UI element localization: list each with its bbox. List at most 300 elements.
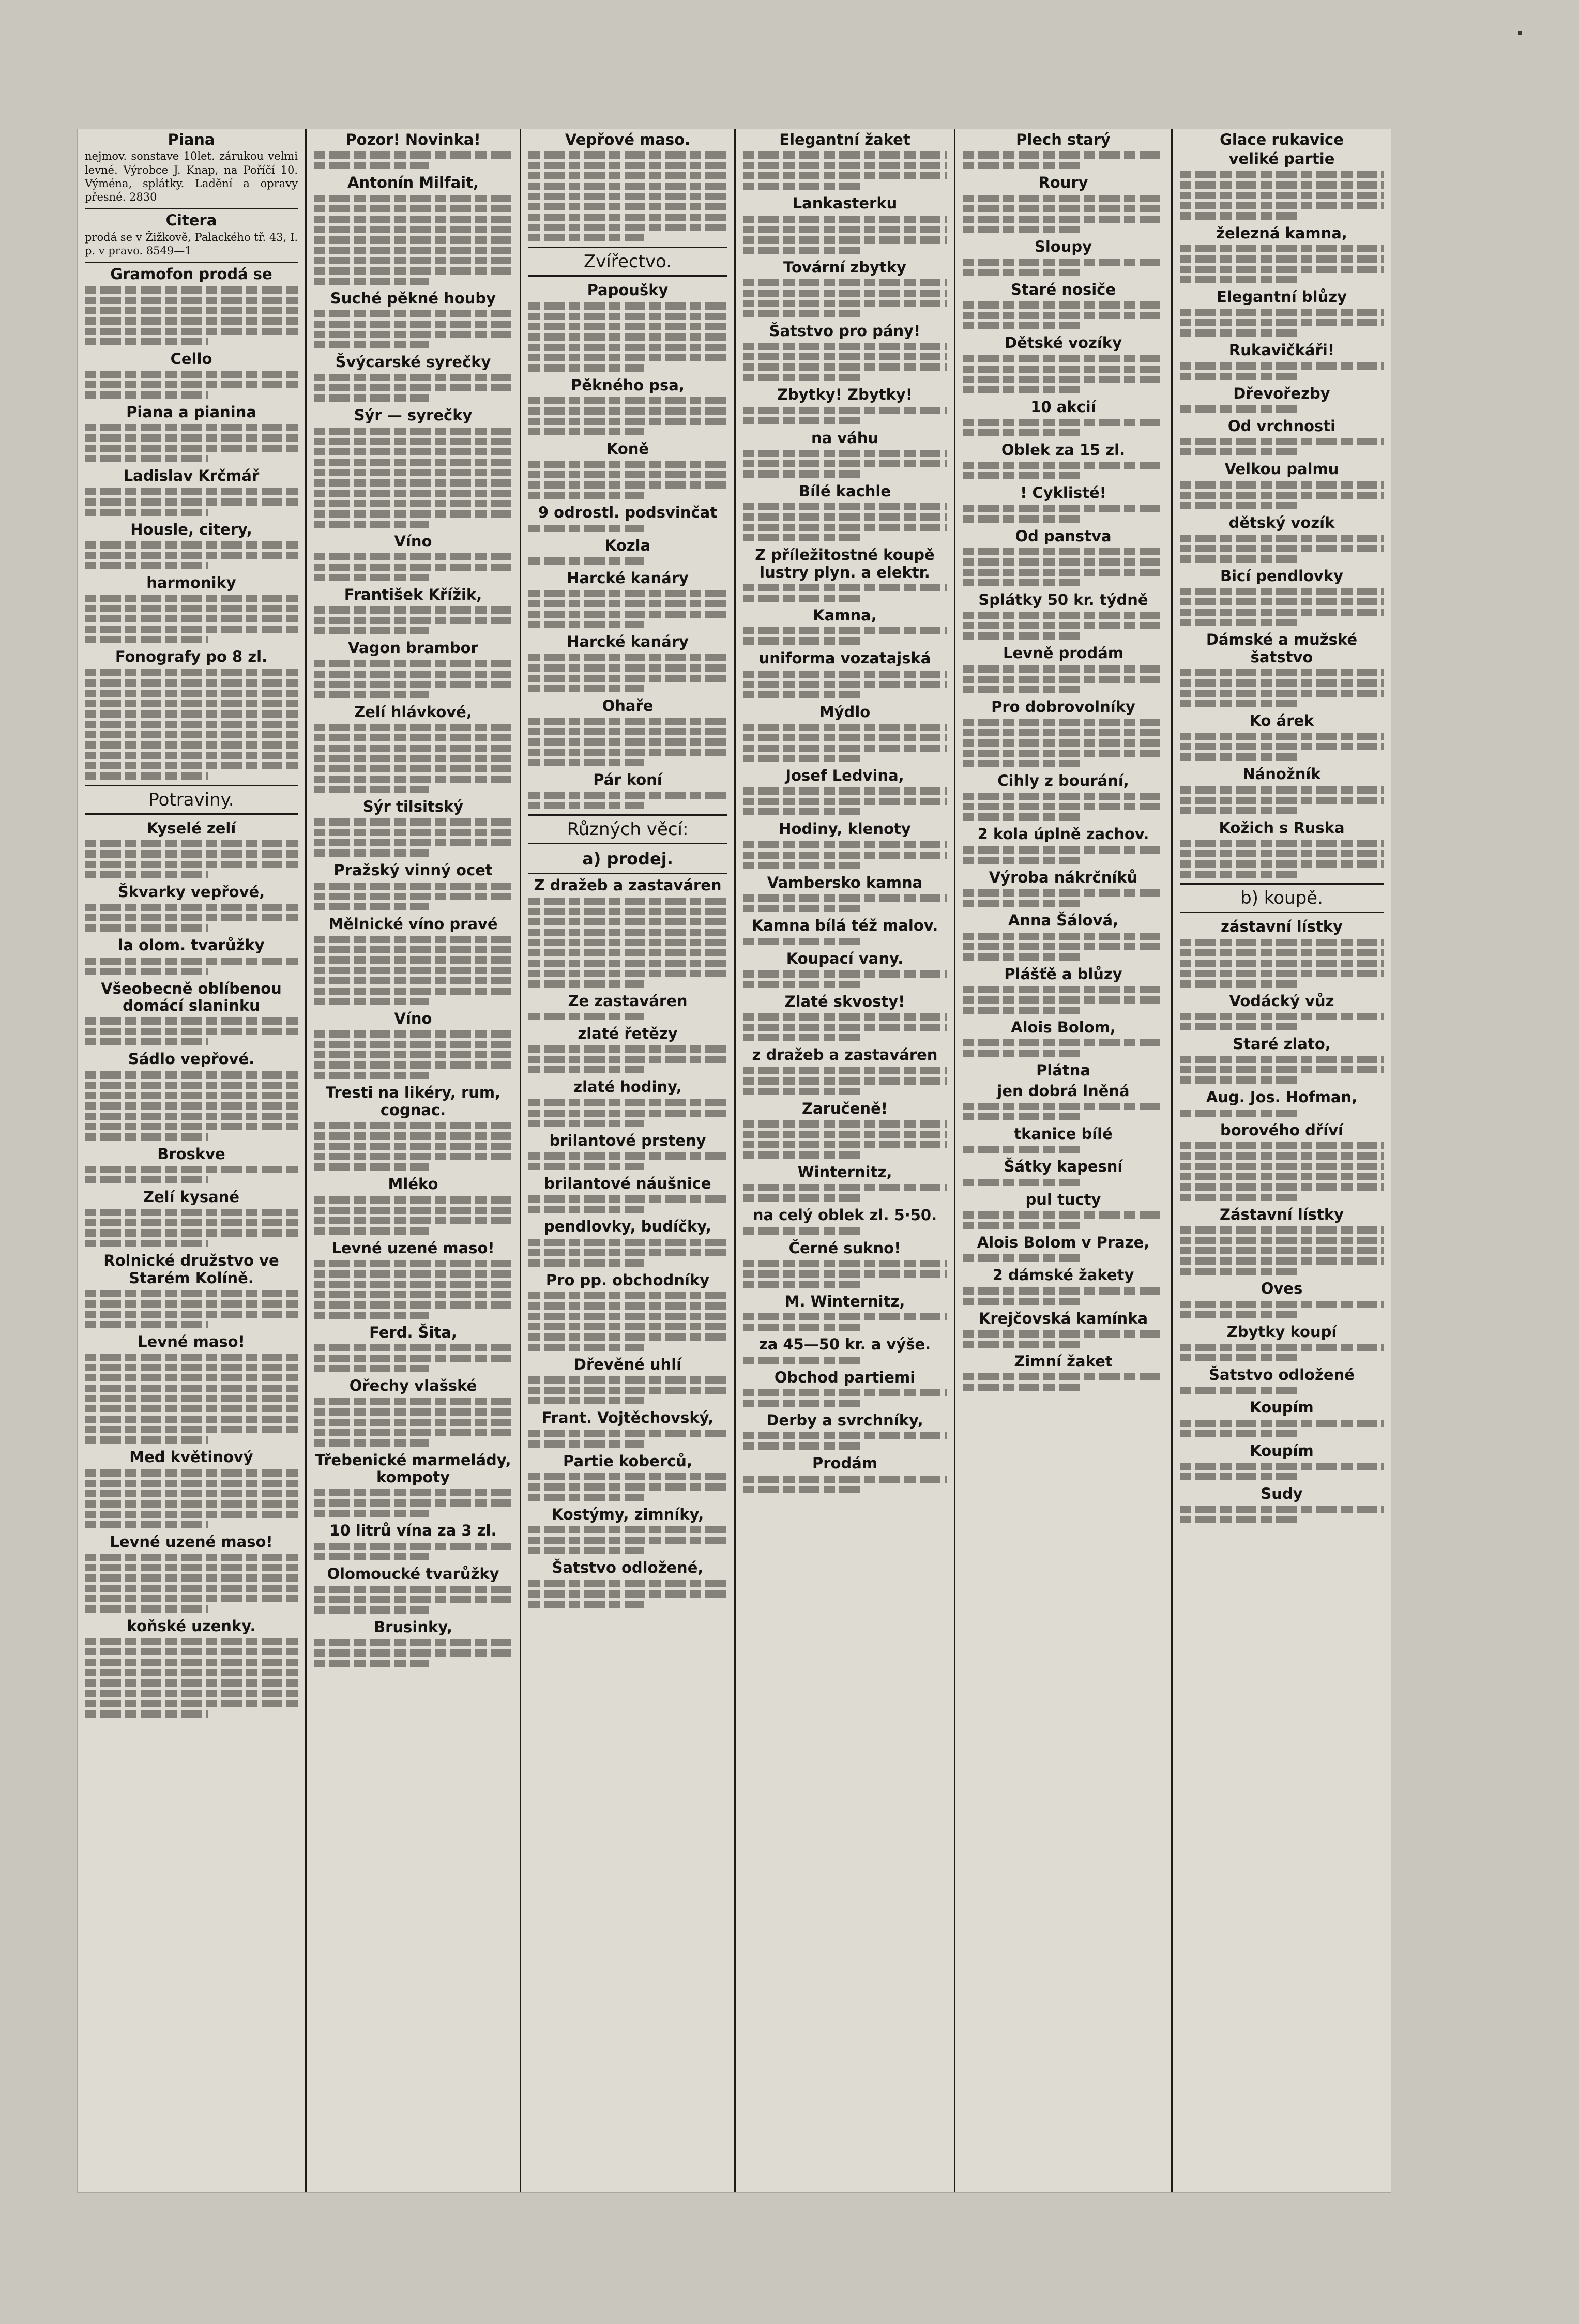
ad [743, 1369, 947, 1407]
ad [1180, 819, 1384, 878]
ad-heading: Kyselé zelí [146, 819, 236, 837]
divider [85, 208, 298, 209]
ad-text-block [743, 938, 947, 945]
ad [85, 648, 298, 779]
ad-text-block [1180, 535, 1384, 563]
ad-heading: Kozla [604, 536, 651, 554]
ad [1180, 712, 1384, 761]
ad-heading: Zbytky! Zbytky! [777, 386, 913, 404]
ad [1180, 631, 1384, 707]
ad [963, 1019, 1164, 1057]
ad [314, 1619, 512, 1667]
ad-text-block [963, 719, 1164, 767]
ad-heading: Dětské vozíky [1005, 334, 1122, 352]
ad-text-block [314, 553, 512, 581]
ad-heading: Staré zlato, [1233, 1035, 1331, 1053]
ad [1180, 342, 1384, 379]
ad [314, 1084, 512, 1171]
ad [1180, 461, 1384, 509]
ad-heading: pul tucty [1025, 1190, 1101, 1208]
ad-text-block [1180, 1506, 1384, 1523]
ad [85, 1618, 298, 1718]
ad-heading: Levně prodám [1003, 644, 1123, 662]
ad [963, 238, 1164, 276]
ad-text-block [963, 259, 1164, 276]
ad [963, 698, 1164, 767]
ad-text-block [743, 841, 947, 869]
ad-text-block [314, 1196, 512, 1235]
ad-text-block [743, 1313, 947, 1331]
ad-text-block [1180, 1420, 1384, 1437]
ad-text-block [85, 1209, 298, 1247]
ad [1180, 568, 1384, 626]
ad-heading: Alois Bolom v Praze, [977, 1233, 1150, 1251]
ad-text-block [743, 1120, 947, 1159]
ad-text-block [85, 488, 298, 516]
ad-heading: Sloupy [1034, 237, 1092, 255]
ad-text-block [314, 151, 512, 169]
ad-text-block [528, 1430, 727, 1448]
ad-text-block [1180, 245, 1384, 283]
ad-heading: Zástavní lístky [1219, 1205, 1344, 1223]
ad-text-block [963, 933, 1164, 961]
ad [963, 1126, 1164, 1153]
ad [1180, 1089, 1384, 1116]
ad-text-block [963, 419, 1164, 436]
ad [528, 1175, 727, 1213]
ad [963, 335, 1164, 393]
ad-text-block [528, 792, 727, 809]
ad-heading: la olom. tvarůžky [118, 936, 265, 954]
ad-heading: Plech starý [1016, 131, 1111, 148]
ad-text-block [963, 355, 1164, 393]
ad-text-block [743, 787, 947, 815]
ad-heading: Plátna [1036, 1061, 1090, 1080]
ad-heading: Broskve [157, 1145, 225, 1163]
ad [743, 259, 947, 317]
ad-text-block [743, 450, 947, 478]
ad-heading: Z příležitostné koupě lustry plyn. a elektr. [755, 546, 935, 581]
ad-text-block [314, 1586, 512, 1614]
ad-heading: Pražský vinný ocet [333, 861, 493, 879]
ad-text-block [1180, 481, 1384, 509]
ad [314, 407, 512, 527]
ad [528, 1272, 727, 1351]
ad-text-block [314, 883, 512, 910]
ad [528, 441, 727, 499]
ad-text: prodá se v Žižkově, Palackého tř. 43, I. p. v pravo. 8549—1 [85, 231, 298, 257]
ad-heading: Kamna bílá též malov. [751, 917, 938, 935]
ad-heading: Levné uzené maso! [331, 1239, 495, 1257]
ad-heading: Pozor! Novinka! [345, 131, 481, 148]
ad-heading: Partie koberců, [563, 1452, 692, 1470]
ad-text-block [314, 936, 512, 1005]
ad-heading: Piana [168, 131, 215, 148]
ad [963, 1234, 1164, 1262]
ad [963, 1267, 1164, 1304]
ad [528, 877, 727, 987]
ad-text-block [528, 1376, 727, 1404]
ad [85, 212, 298, 257]
ad-text-block [1180, 1463, 1384, 1480]
ad-text-block [1180, 669, 1384, 707]
ad-text-block [1180, 733, 1384, 761]
ad [1180, 1485, 1384, 1523]
ad [743, 323, 947, 381]
column-1 [78, 129, 305, 2192]
ad-text-block [85, 1638, 298, 1718]
ad-heading: Všeobecně oblíbenou domácí slaninku [101, 979, 282, 1014]
ad-heading: Mléko [388, 1175, 438, 1193]
ad-text-block [528, 525, 727, 532]
ad [85, 521, 298, 569]
section-heading: b) koupě. [1180, 883, 1384, 913]
ad-heading: na váhu [811, 429, 879, 447]
ad [743, 131, 947, 190]
ad [1180, 1280, 1384, 1318]
ad [314, 1176, 512, 1234]
ad-text-block [528, 151, 727, 241]
ad [1180, 1122, 1384, 1201]
ad-heading: Třebenické marmelády, kompoty [315, 1451, 511, 1486]
ad-text-block [314, 1030, 512, 1079]
ad-heading: Dámské a mužské šatstvo [1206, 631, 1358, 666]
ad [963, 869, 1164, 907]
ad-heading: Vagon brambor [348, 639, 478, 657]
ad-text-block [1180, 1344, 1384, 1361]
ad-text-block [85, 1166, 298, 1183]
ad [1180, 766, 1384, 814]
ad-heading: zlaté hodiny, [573, 1078, 682, 1096]
ad [85, 351, 298, 399]
ad [314, 1240, 512, 1319]
ad [1180, 1366, 1384, 1394]
ad-text-block [528, 557, 727, 565]
ad-heading: Sýr tilsitský [362, 798, 464, 816]
ad-heading: Sýr — syrečky [354, 406, 473, 424]
ad-heading: ! Cyklisté! [1020, 484, 1106, 502]
ad [963, 1310, 1164, 1348]
ad-text-block [528, 1580, 727, 1608]
ad-heading: Pár koní [593, 771, 662, 789]
ad-text-block [1180, 1387, 1384, 1394]
ad-heading: Housle, citery, [130, 520, 252, 538]
ad [528, 131, 727, 241]
ad [314, 1452, 512, 1517]
ad-text-block [528, 1239, 727, 1267]
ad-heading: Z dražeb a zastaváren [534, 876, 722, 894]
ad-text-block [963, 548, 1164, 586]
ad-heading: Víno [394, 1010, 432, 1028]
ad-heading: Med květinový [129, 1448, 253, 1466]
ad-heading: Škvarky vepřové, [117, 883, 265, 901]
ad-text-block [528, 1526, 727, 1554]
ad-heading: M. Winternitz, [784, 1292, 905, 1310]
ad [528, 504, 727, 531]
ad-text-block [528, 1292, 727, 1351]
ad [963, 131, 1164, 169]
ad [528, 1559, 727, 1607]
ad-heading: Ko árek [1249, 712, 1314, 730]
ad-heading: na celý oblek zl. 5·50. [752, 1206, 937, 1224]
ad-text-block [85, 958, 298, 975]
ad-text-block [314, 374, 512, 402]
ad [85, 467, 298, 515]
ad-heading: Hodiny, klenoty [779, 820, 911, 838]
ad-text-block [743, 1389, 947, 1407]
ad-heading: Zelí hlávkové, [354, 703, 472, 721]
ad-text-block [743, 627, 947, 645]
ad-text-block [314, 1344, 512, 1372]
ad [85, 980, 298, 1046]
ad-text-block [743, 1067, 947, 1095]
ad-heading: železná kamna, [1216, 224, 1347, 242]
ad-text-block [1180, 840, 1384, 878]
ad [963, 966, 1164, 1014]
ad-text-block [314, 1639, 512, 1667]
ad [85, 266, 298, 345]
ad-text-block [963, 1146, 1164, 1153]
ad [963, 281, 1164, 329]
ad-text-block [1180, 405, 1384, 413]
ad-heading: Oves [1261, 1280, 1303, 1298]
ad [743, 993, 947, 1041]
ad [314, 640, 512, 698]
section-heading: Různých věcí: [528, 814, 727, 844]
ad-text-block [314, 724, 512, 793]
ad-text-block [314, 660, 512, 698]
ad-text-block [85, 669, 298, 780]
ad [743, 1046, 947, 1095]
column-3 [520, 129, 734, 2192]
ad-heading: 2 dámské žakety [992, 1266, 1134, 1284]
ad-text-block [85, 286, 298, 345]
ad-heading: Zaručeně! [802, 1099, 888, 1117]
ad-text-block [1180, 1142, 1384, 1201]
ad-text-block [1180, 1110, 1384, 1117]
ad-heading: zlaté řetězy [578, 1024, 678, 1042]
ad [743, 1412, 947, 1450]
ad-heading: Rukavičkáři! [1228, 341, 1335, 359]
ad-heading: Koupím [1250, 1441, 1314, 1460]
ad-text-block [743, 151, 947, 190]
ad [743, 386, 947, 424]
ad-heading: Winternitz, [797, 1163, 892, 1181]
ad-heading: Olomoucké tvarůžky [327, 1564, 499, 1583]
ad-heading: Koně [606, 440, 649, 458]
ad-text-block [314, 195, 512, 285]
ad [314, 1377, 512, 1446]
ad-heading: Piana a pianina [126, 403, 256, 421]
ad-heading: Ohaře [602, 696, 654, 715]
ad-text-block [85, 840, 298, 878]
ad-text-block [963, 612, 1164, 640]
ad [963, 399, 1164, 436]
ad [314, 862, 512, 910]
ad-heading: Od panstva [1015, 527, 1112, 545]
ad-heading: Cello [170, 350, 212, 368]
ad-text-block [963, 665, 1164, 693]
ad-heading: Bílé kachle [798, 482, 891, 500]
ad-text-block [963, 195, 1164, 233]
ad-text-block [528, 1099, 727, 1127]
ad-heading: tkanice bílé [1014, 1125, 1113, 1143]
ad-heading: Zelí kysané [143, 1188, 239, 1206]
divider [85, 262, 298, 263]
ad-heading: brilantové náušnice [544, 1174, 711, 1192]
ad [314, 354, 512, 402]
ad [85, 884, 298, 932]
ad-text-block [85, 1071, 298, 1141]
ad-text-block [1180, 171, 1384, 220]
ad-text: nejmov. sonstave 10let. zárukou velmi levné. Výrobce J. Knap, na Poříčí 10. Výména, splátky. Ladění a opravy přesné. 2830 [85, 150, 298, 204]
ad-heading: Šatstvo pro pány! [769, 322, 921, 340]
ad-text-block [1180, 438, 1384, 455]
ad-heading: Zimní žaket [1014, 1352, 1113, 1370]
ad-text-block [1180, 1301, 1384, 1318]
ad [743, 1293, 947, 1331]
ad-heading: Dřevořezby [1233, 384, 1330, 402]
ad-text-block [85, 1469, 298, 1528]
ad-heading: jen dobrá lněná [997, 1082, 1130, 1100]
ad-heading: borového dříví [1220, 1121, 1343, 1139]
ad [528, 537, 727, 565]
column-5 [954, 129, 1171, 2192]
ad-heading: za 45—50 kr. a výše. [758, 1335, 931, 1354]
ad-heading: Rolnické družstvo ve Starém Kolíně. [103, 1252, 279, 1287]
ad-text-block [85, 371, 298, 399]
ad-text-block [963, 1103, 1164, 1120]
ad [743, 950, 947, 988]
ad-heading: uniforma vozatajská [758, 649, 931, 667]
ad [314, 1522, 512, 1560]
ad-heading: Tovární zbytky [783, 258, 906, 276]
ad-heading: Švýcarské syrečky [335, 353, 491, 371]
ad-text-block [963, 1373, 1164, 1391]
ad [85, 820, 298, 878]
ad [314, 586, 512, 634]
ad-text-block [528, 302, 727, 372]
ad-heading: Derby a svrchníky, [766, 1411, 923, 1429]
ad [743, 607, 947, 645]
ad-text-block [314, 428, 512, 528]
ad [963, 645, 1164, 693]
ad-text-block [314, 606, 512, 634]
ad [963, 912, 1164, 960]
ad-text-block [963, 1179, 1164, 1186]
ad-text-block [743, 407, 947, 424]
ad [1180, 1324, 1384, 1361]
ad-heading: 10 litrů vína za 3 zl. [329, 1522, 497, 1540]
ad-heading: z dražeb a zastaváren [752, 1046, 938, 1064]
ad [314, 533, 512, 581]
ad-heading: Koupím [1250, 1399, 1314, 1417]
ad [743, 767, 947, 815]
ad-text-block [743, 1357, 947, 1364]
ad-heading: Dřevěné uhlí [573, 1355, 682, 1373]
ad [1180, 514, 1384, 563]
column-2 [305, 129, 520, 2192]
ad [743, 650, 947, 698]
ad-heading: Anna Šálová, [1008, 912, 1119, 930]
ad-text-block [528, 1045, 727, 1073]
ad-text-block [85, 1290, 298, 1328]
ad [314, 1566, 512, 1614]
ad-heading: Josef Ledvina, [785, 767, 904, 785]
column-4 [734, 129, 954, 2192]
ad [743, 483, 947, 541]
ad [85, 1051, 298, 1140]
ad [1180, 131, 1384, 220]
ad-text-block [963, 462, 1164, 479]
ad [314, 174, 512, 284]
ad-heading: Ladislav Krčmář [123, 467, 260, 485]
ad [743, 195, 947, 253]
ad-heading: Glace rukavice [1220, 131, 1344, 148]
ad [963, 528, 1164, 586]
ad [743, 704, 947, 762]
ad-heading: Mělnické víno pravé [328, 915, 498, 933]
ad [528, 993, 727, 1020]
ad-heading: Staré nosiče [1010, 281, 1116, 299]
ad-text-block [963, 793, 1164, 821]
ad [528, 377, 727, 435]
ad-heading: Od vrchnosti [1227, 417, 1336, 435]
ad [743, 874, 947, 912]
ad [314, 290, 512, 348]
ad-text-block [1180, 362, 1384, 380]
ad [85, 1533, 298, 1613]
ad [963, 591, 1164, 640]
newspaper-page [78, 129, 1391, 2192]
ad-heading: 2 kola úplně zachov. [977, 825, 1149, 843]
ad [743, 1164, 947, 1202]
ad-heading: dětský vozík [1228, 513, 1335, 531]
ad [528, 771, 727, 809]
ad [963, 484, 1164, 522]
ad-heading: Ferd. Šita, [369, 1323, 457, 1341]
ad [743, 546, 947, 602]
ad [1180, 918, 1384, 987]
ad [528, 1409, 727, 1447]
ad [1180, 288, 1384, 337]
ad-text-block [963, 1330, 1164, 1348]
ad [1180, 418, 1384, 455]
ad-text-block [743, 970, 947, 988]
ad-text-block [528, 1195, 727, 1213]
ad-heading: Pro dobrovolníky [991, 697, 1135, 716]
ad-heading: Kostýmy, zimníky, [551, 1506, 704, 1524]
ad-text-block [743, 1013, 947, 1041]
ad-heading: Citera [165, 211, 217, 230]
ad-text-block [528, 718, 727, 766]
ad-text-block [743, 343, 947, 381]
ad-heading: Mýdlo [819, 703, 871, 721]
ad-heading: Ze zastaváren [568, 992, 688, 1010]
ad-heading: Výroba nákrčníků [989, 868, 1138, 886]
section-heading: Potraviny. [85, 785, 298, 815]
ad-text-block [85, 541, 298, 569]
ad [963, 1158, 1164, 1186]
ad-text-block [1180, 786, 1384, 814]
ad [528, 1506, 727, 1554]
ad [528, 282, 727, 371]
ad-heading: František Křížik, [344, 586, 482, 604]
ad [963, 442, 1164, 479]
ad-heading: Elegantní žaket [779, 131, 910, 148]
ad [85, 1189, 298, 1247]
ad [528, 570, 727, 628]
